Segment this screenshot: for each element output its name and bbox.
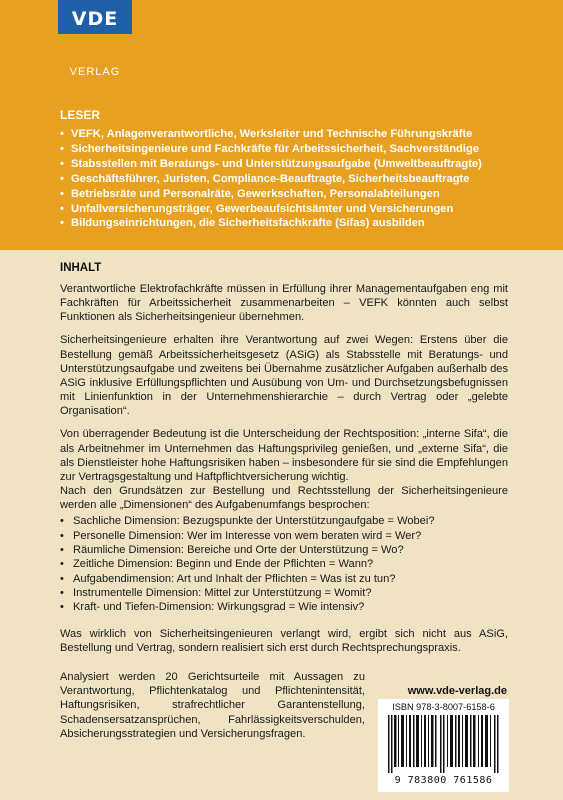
paragraph: Nach den Grundsätzen zur Bestellung und Rechtsstellung der Sicherheitsingenieure werden alle „Dimensionen“ des Aufgabenumfangs besprochen: [60,485,508,512]
paragraph: Sicherheitsingenieure erhalten ihre Verantwortung auf zwei Wegen: Erstens über die Bestellung gemäß Arbeitssicherheitsgesetz (ASiG) als Stabsstelle mit Beratungs- und Unterstützungsaufgabe und zweitens bei Übernahme zusätzlicher Aufgaben außerhalb des ASiG inklusive Erfüllungspflichten und Ausübung von Um- und Durchsetzungsbefugnissen mit Linienfunktion in der Unternehmenshierarchie – durch Vertrag oder „gelebte Organisation“. [60,334,508,418]
leser-heading: LESER [60,108,101,122]
leser-item: • VEFK, Anlagenverantwortliche, Werksleiter und Technische Führungskräfte [60,127,540,142]
leser-item: • Stabsstellen mit Beratungs- und Unterstützungsaufgabe (Umweltbeauftragte) [60,157,540,172]
barcode-icon [384,715,503,773]
publisher-name: VERLAG [69,66,121,78]
paragraph: Verantwortliche Elektrofachkräfte müssen in Erfüllung ihrer Managementaufgaben eng mit Fachkräften für Arbeitssicherheit zusammenarbeiten – VEFK könnten auch selbst Funktionen als Sicherheitsingenieur übernehmen. [60,283,508,324]
dimension-item: • Zeitliche Dimension: Beginn und Ende der Pflichten = Wann? [60,557,508,571]
dimension-item: • Instrumentelle Dimension: Mittel zur Unterstützung = Womit? [60,586,508,600]
paragraph: Analysiert werden 20 Gerichtsurteile mit Aussagen zu Verantwortung, Pflichtenkatalog und Pflichtenintensität, Haftungsrisiken, strafrechtlicher Garantenstellung, Schadensersatzansprüchen, Fahrlässigkeitsverschulden, Absicherungsstrategien und Versicherungsfragen. [60,671,365,740]
reader-banner [0,0,563,250]
inhalt-heading: INHALT [60,262,102,274]
dimension-item: • Räumliche Dimension: Bereiche und Orte der Unterstützung = Wo? [60,543,508,557]
paragraph: Von überragender Bedeutung ist die Unterscheidung der Rechtsposition: „interne Sifa“, die als Arbeitnehmer im Unternehmen das Haftungsprivileg genießen, und „externe Sifa“, die als Dienstleister hohe Haftungsrisiken haben – insbesondere für sie sind die Empfehlungen zur Vertragsgestaltung und Haftpflichtversicherung wichtig. [60,428,508,483]
barcode-panel [378,699,509,792]
closing-paragraph-top [60,627,508,655]
closing-paragraph-bottom [60,670,365,741]
inhalt-body [60,282,508,622]
publisher-url[interactable]: www.vde-verlag.de [407,685,507,697]
barcode-digits: 9 783800 761586 [394,775,493,786]
leser-item: • Unfallversicherungsträger, Gewerbeaufsichtsämter und Versicherungen [60,202,540,217]
leser-list [60,127,540,231]
dimension-item: • Sachliche Dimension: Bezugspunkte der Unterstützungaufgabe = Wobei? [60,514,508,528]
leser-item: • Sicherheitsingenieure und Fachkräfte für Arbeitssicherheit, Sachverständige [60,142,540,157]
dimension-item: • Aufgabendimension: Art und Inhalt der Pflichten = Was ist zu tun? [60,572,508,586]
isbn-text: ISBN 978-3-8007-6158-6 [392,702,495,712]
dimensions-list [60,514,508,614]
leser-item: • Betriebsräte und Personalräte, Gewerkschaften, Personalabteilungen [60,187,540,202]
leser-item: • Bildungseinrichtungen, die Sicherheitsfachkräfte (Sifas) ausbilden [60,216,540,231]
dimension-item: • Personelle Dimension: Wer im Interesse von wem beraten wird = Wer? [60,529,508,543]
dimension-item: • Kraft- und Tiefen-Dimension: Wirkungsgrad = Wie intensiv? [60,600,508,614]
vde-logo: VDE [58,0,132,34]
leser-item: • Geschäftsführer, Juristen, Compliance-Beauftragte, Sicherheitsbeauftragte [60,172,540,187]
paragraph: Was wirklich von Sicherheitsingenieuren verlangt wird, ergibt sich nicht aus ASiG, Bestellung und Vertrag, sondern realisiert sich erst durch Rechtsprechungspraxis. [60,628,508,655]
